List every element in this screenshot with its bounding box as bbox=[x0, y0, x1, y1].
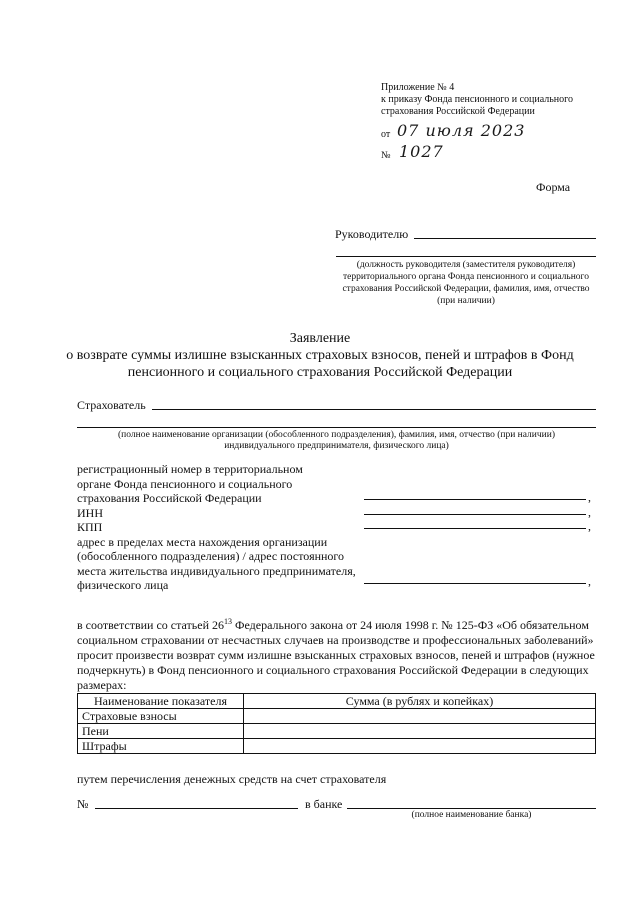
appendix-order-line: к приказу Фонда пенсионного и социального bbox=[381, 94, 573, 105]
insurer-name-line[interactable] bbox=[152, 409, 596, 410]
address-label: адрес в пределах места нахождения организации bbox=[77, 534, 328, 549]
reg-number-label: органе Фонда пенсионного и социального bbox=[77, 476, 293, 491]
addressee-second-line[interactable] bbox=[336, 256, 596, 257]
comma: , bbox=[588, 490, 591, 504]
body-line: размерах: bbox=[77, 678, 127, 692]
table-header-row bbox=[78, 694, 596, 709]
title-subject-line: о возврате суммы излишне взысканных страховых взносов, пеней и штрафов в Фонд bbox=[66, 348, 574, 363]
address-field[interactable] bbox=[364, 583, 586, 584]
table-row bbox=[78, 724, 596, 739]
account-number-label: № bbox=[77, 797, 89, 811]
comma: , bbox=[588, 505, 591, 519]
reg-number-field[interactable] bbox=[364, 499, 586, 500]
row-label-fines: Штрафы bbox=[78, 739, 244, 754]
article-superscript: 13 bbox=[224, 617, 232, 626]
kpp-label: КПП bbox=[77, 520, 103, 534]
document-title bbox=[40, 330, 600, 381]
body-line bbox=[77, 614, 607, 633]
amounts-table bbox=[77, 693, 596, 754]
amount-cell[interactable] bbox=[244, 709, 596, 724]
account-number-field[interactable] bbox=[95, 808, 298, 809]
insurer-caption-line: индивидуального предпринимателя, физического лица) bbox=[224, 441, 449, 451]
address-label: физического лица bbox=[77, 578, 169, 592]
table-header-indicator: Наименование показателя bbox=[78, 694, 244, 709]
appendix-title: Приложение № 4 bbox=[381, 82, 455, 93]
insurer-label: Страхователь bbox=[77, 398, 146, 412]
table-row bbox=[78, 739, 596, 754]
handwritten-date: 07 июля 2023 bbox=[397, 121, 526, 140]
amount-cell[interactable] bbox=[244, 724, 596, 739]
body-text: в соответствии со статьей 26 bbox=[77, 618, 224, 632]
reg-number-label: страхования Российской Федерации bbox=[77, 491, 262, 505]
date-prefix: от bbox=[381, 129, 391, 140]
inn-label: ИНН bbox=[77, 505, 103, 520]
body-text: Федерального закона от 24 июля 1998 г. № 125-ФЗ «Об обязательном bbox=[232, 618, 589, 632]
addressee-caption-line: территориального органа Фонда пенсионного и социального bbox=[343, 272, 589, 282]
table-row bbox=[78, 709, 596, 724]
appendix-block bbox=[381, 82, 573, 118]
title-subject-line: пенсионного и социального страхования Российской Федерации bbox=[127, 365, 513, 380]
number-prefix: № bbox=[381, 150, 391, 161]
title-main: Заявление bbox=[289, 331, 351, 346]
inn-field[interactable] bbox=[364, 514, 586, 515]
bank-caption: (полное наименование банка) bbox=[411, 810, 532, 820]
body-line: подчеркнуть) в Фонд пенсионного и социального страхования Российской Федерации в следующих bbox=[77, 663, 589, 677]
body-line: просит произвести возврат сумм излишне взысканных страховых взносов, пеней и штрафов (нужное bbox=[77, 648, 595, 662]
address-label: (обособленного подразделения) / адрес постоянного bbox=[77, 549, 345, 563]
addressee-caption-line: страхования Российской Федерации, фамилия, имя, отчество bbox=[342, 284, 590, 294]
comma: , bbox=[588, 574, 591, 588]
form-label: Форма bbox=[536, 180, 571, 194]
handwritten-number: 1027 bbox=[399, 142, 444, 161]
bank-label: в банке bbox=[305, 797, 343, 811]
transfer-text: путем перечисления денежных средств на счет страхователя bbox=[77, 772, 387, 786]
fields-block bbox=[77, 462, 356, 593]
row-label-insurance: Страховые взносы bbox=[78, 709, 244, 724]
addressee-caption bbox=[332, 259, 600, 307]
address-label: места жительства индивидуального предпринимателя, bbox=[77, 563, 356, 578]
addressee-caption-line: (должность руководителя (заместителя руководителя) bbox=[356, 260, 576, 270]
bank-name-field[interactable] bbox=[347, 808, 596, 809]
insurer-caption-line: (полное наименование организации (обособленного подразделения), фамилия, имя, отчество (при наличии) bbox=[118, 430, 555, 440]
row-label-penalties: Пени bbox=[78, 724, 244, 739]
addressee-caption-line: (при наличии) bbox=[437, 296, 495, 306]
kpp-field[interactable] bbox=[364, 528, 586, 529]
insurer-caption bbox=[77, 430, 596, 452]
appendix-org-line: страхования Российской Федерации bbox=[381, 106, 535, 117]
addressee-label: Руководителю bbox=[335, 227, 409, 241]
comma: , bbox=[588, 519, 591, 533]
reg-number-label: регистрационный номер в территориальном bbox=[77, 462, 303, 476]
table-header-amount: Сумма (в рублях и копейках) bbox=[244, 694, 596, 709]
body-paragraph bbox=[77, 614, 607, 693]
addressee-name-line[interactable] bbox=[414, 238, 596, 239]
amount-cell[interactable] bbox=[244, 739, 596, 754]
insurer-second-line[interactable] bbox=[77, 427, 596, 428]
body-line: социальном страховании от несчастных случаев на производстве и профессиональных заболеваний» bbox=[77, 633, 594, 647]
